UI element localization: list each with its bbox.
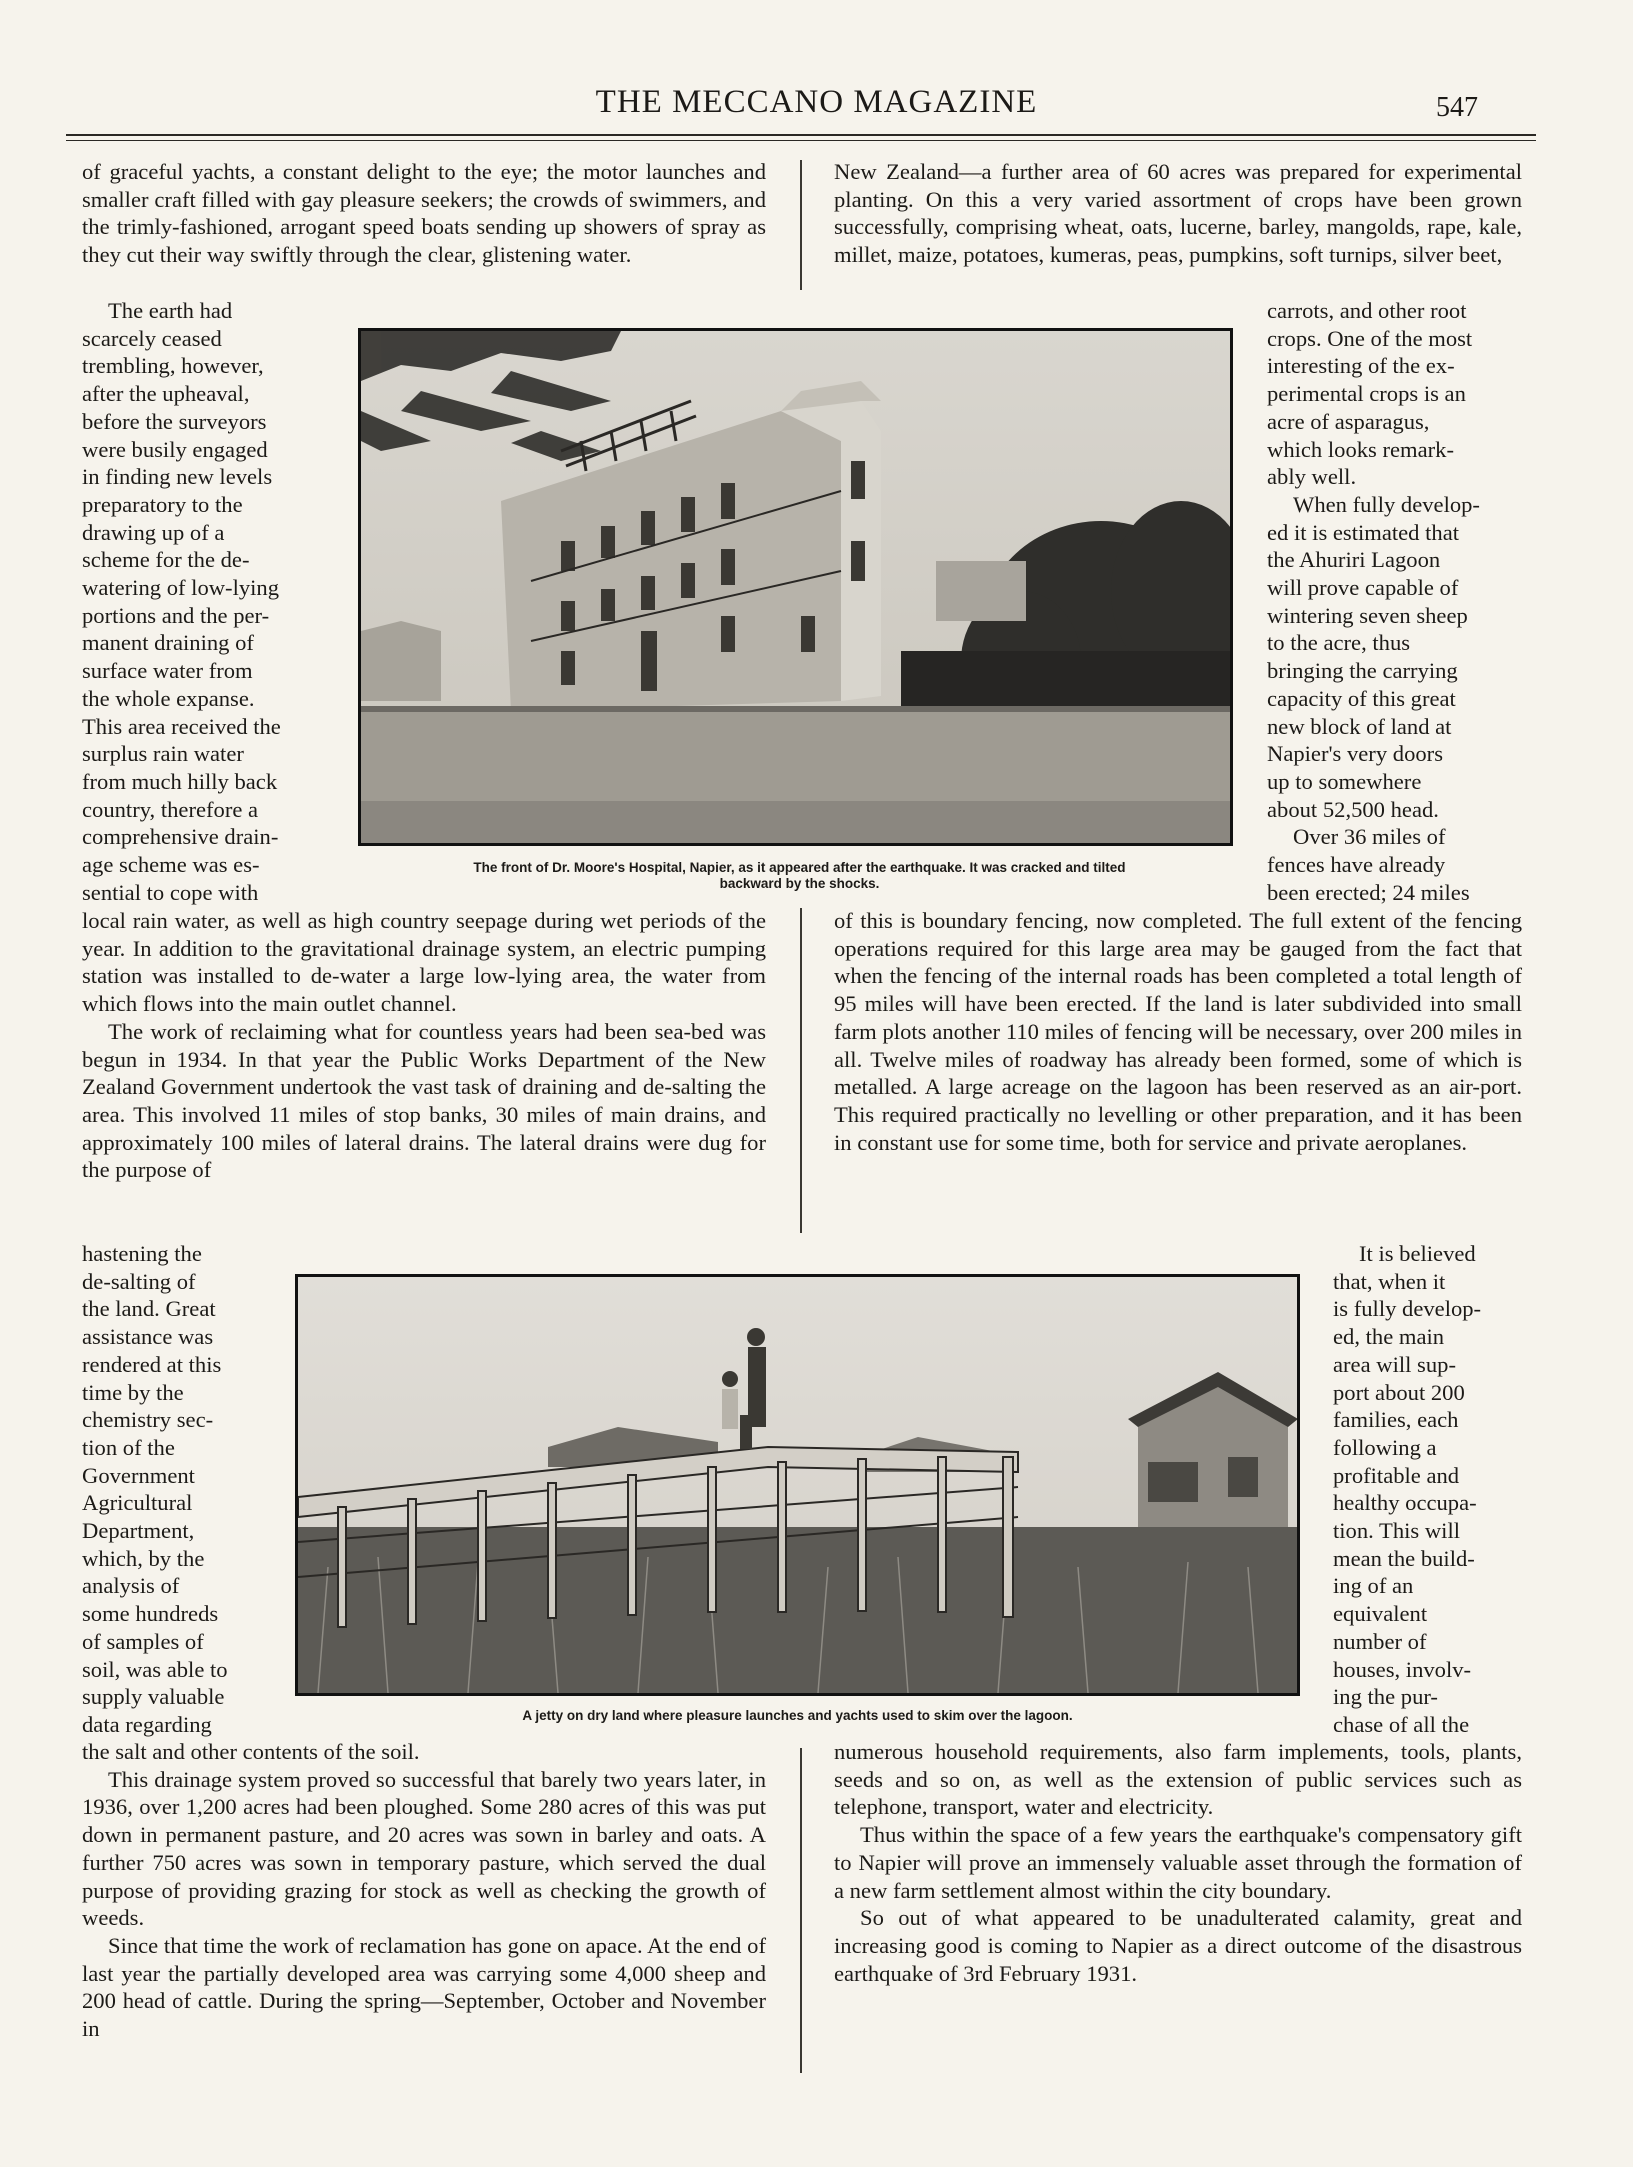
text-line: manent draining of (82, 630, 254, 656)
text-line: tion of the (82, 1434, 175, 1460)
text-line: Napier's very doors (1267, 741, 1443, 767)
text-line: acre of asparagus, (1267, 408, 1430, 434)
paragraph: Since that time the work of reclamation has gone on apace. At the end of last year the partially developed area was carrying some 4,000 sheep and 200 head of cattle. During the spring—September, October and November in (82, 1932, 766, 2042)
paragraph: Thus within the space of a few years the earthquake's compensatory gift to Napier will prove an immensely valuable asset through the formation of a new farm settlement almost within the city boundary. (834, 1822, 1522, 1903)
text-line: about 52,500 head. (1267, 796, 1439, 822)
text-line: Government (82, 1462, 195, 1488)
text-line: ing of an (1333, 1573, 1414, 1599)
text-line: comprehensive drain- (82, 824, 279, 850)
paragraph: So out of what appeared to be unadulterated calamity, great and increasing good is coming to Napier as a direct outcome of the disastrous earthquake of 3rd February 1931. (834, 1905, 1522, 1986)
text-line: data regarding (82, 1711, 212, 1737)
text-line: perimental crops is an (1267, 381, 1466, 407)
text-line: trembling, however, (82, 353, 264, 379)
left-column-narrow-text-2 (82, 1240, 266, 1739)
right-column-top-text (834, 158, 1522, 269)
text-line: following a (1333, 1434, 1437, 1460)
text-line: rendered at this (82, 1351, 222, 1377)
text-line: The earth had (108, 298, 233, 323)
hospital-photo (358, 328, 1233, 846)
text-line: from much hilly back (82, 768, 278, 794)
paragraph: This drainage system proved so successful that barely two years later, in 1936, over 1,200 acres had been ploughed. Some 280 acres of this was put down in permanent pasture, and 20 acres was sown in barley and oats. A further 750 acres was sown in temporary pasture, which served the dual purpose of providing grazing for stock as well as checking the growth of weeds. (82, 1766, 766, 1931)
text-line: which looks remark- (1267, 436, 1454, 462)
caption-line: The front of Dr. Moore's Hospital, Napier, as it appeared after the earthquake. It was cracked and tilted (473, 860, 1126, 875)
text-line: profitable and (1333, 1462, 1460, 1488)
text-line: portions and the per- (82, 602, 270, 628)
text-line: chemistry sec- (82, 1407, 214, 1433)
paragraph: the salt and other contents of the soil. (82, 1739, 420, 1764)
column-divider-middle (800, 908, 802, 1233)
text-line: that, when it (1333, 1268, 1446, 1294)
text-line: drawing up of a (82, 519, 225, 545)
page-number: 547 (1436, 92, 1478, 123)
hospital-caption (352, 860, 1247, 892)
text-line: preparatory to the (82, 491, 243, 517)
header-rule-thin (66, 140, 1536, 141)
header-rule (66, 134, 1536, 136)
text-line: analysis of (82, 1573, 180, 1599)
paragraph: New Zealand—a further area of 60 acres was prepared for experimental planting. On this a very varied assortment of crops have been grown successfully, comprising wheat, oats, lucerne, barley, mangolds, rape, kale, millet, maize, potatoes, kumeras, peas, pumpkins, soft turnips, silver beet, (834, 159, 1522, 268)
jetty-illustration (298, 1277, 1297, 1693)
text-line: the land. Great (82, 1296, 216, 1322)
text-line: This area received the (82, 713, 281, 739)
text-line: It is believed (1359, 1241, 1476, 1266)
text-line: Agricultural (82, 1490, 193, 1516)
left-column-bottom-text (82, 1738, 766, 2043)
text-line: the whole expanse. (82, 685, 255, 711)
text-line: crops. One of the most (1267, 325, 1473, 351)
text-line: supply valuable (82, 1684, 225, 1710)
text-line: were busily engaged (82, 436, 268, 462)
text-line: When fully develop- (1293, 491, 1480, 517)
right-column-narrow-text-1 (1267, 297, 1522, 906)
right-column-narrow-text-2 (1333, 1240, 1522, 1739)
paragraph: local rain water, as well as high country seepage during wet periods of the year. In addition to the gravitational drainage system, an electric pumping station was installed to de-water a large low-lying area, the water from which flows into the main outlet channel. (82, 908, 766, 1017)
text-line: will prove capable of (1267, 575, 1459, 601)
text-line: bringing the carrying (1267, 658, 1458, 684)
column-divider-bottom (800, 1748, 802, 2073)
text-line: surface water from (82, 658, 253, 684)
text-line: area will sup- (1333, 1351, 1456, 1377)
text-line: the Ahuriri Lagoon (1267, 547, 1441, 573)
text-line: some hundreds (82, 1601, 219, 1627)
text-line: families, each (1333, 1407, 1459, 1433)
left-column-middle-text (82, 907, 766, 1184)
text-line: time by the (82, 1379, 184, 1405)
text-line: which, by the (82, 1545, 205, 1571)
paragraph: The work of reclaiming what for countless years had been sea-bed was begun in 1934. In that year the Public Works Department of the New Zealand Government undertook the vast task of draining and de-salting the area. This involved 11 miles of stop banks, 30 miles of main drains, and approximately 100 miles of lateral drains. The lateral drains were dug for the purpose of (82, 1018, 766, 1183)
text-line: chase of all the (1333, 1711, 1470, 1737)
text-line: capacity of this great (1267, 685, 1456, 711)
magazine-title: THE MECCANO MAGAZINE (595, 84, 1038, 120)
text-line: tion. This will (1333, 1518, 1461, 1544)
text-line: Department, (82, 1518, 195, 1544)
text-line: is fully develop- (1333, 1296, 1482, 1322)
jetty-photo (295, 1274, 1300, 1696)
hospital-illustration (361, 331, 1230, 843)
text-line: hastening the (82, 1241, 202, 1266)
paragraph: of graceful yachts, a constant delight to the eye; the motor launches and smaller craft filled with gay pleasure seekers; the crowds of swimmers, and the trimly-fashioned, arrogant speed boats sending up showers of spray as they cut their way swiftly through the clear, glistening water. (82, 159, 766, 268)
text-line: number of (1333, 1628, 1427, 1654)
left-column-top-text (82, 158, 766, 269)
right-column-bottom-text (834, 1738, 1522, 1987)
text-line: sential to cope with (82, 879, 259, 905)
text-line: ed, the main (1333, 1324, 1445, 1350)
text-line: before the surveyors (82, 408, 267, 434)
text-line: after the upheaval, (82, 381, 250, 407)
text-line: soil, was able to (82, 1656, 228, 1682)
column-divider-top (800, 160, 802, 290)
text-line: wintering seven sheep (1267, 602, 1468, 628)
text-line: interesting of the ex- (1267, 353, 1455, 379)
text-line: equivalent (1333, 1601, 1428, 1627)
text-line: mean the build- (1333, 1545, 1475, 1571)
text-line: ing the pur- (1333, 1684, 1438, 1710)
text-line: carrots, and other root (1267, 298, 1467, 323)
text-line: ed it is estimated that (1267, 519, 1460, 545)
text-line: new block of land at (1267, 713, 1452, 739)
text-line: surplus rain water (82, 741, 244, 767)
text-line: port about 200 (1333, 1379, 1465, 1405)
text-line: healthy occupa- (1333, 1490, 1477, 1516)
text-line: to the acre, thus (1267, 630, 1411, 656)
text-line: ably well. (1267, 464, 1357, 490)
caption-line: backward by the shocks. (719, 876, 880, 891)
paragraph: numerous household requirements, also farm implements, tools, plants, seeds and so on, as well as the extension of public services such as telephone, transport, water and electricity. (834, 1739, 1522, 1820)
right-column-middle-text (834, 907, 1522, 1156)
text-line: scarcely ceased (82, 325, 222, 351)
text-line: of samples of (82, 1628, 204, 1654)
text-line: in finding new levels (82, 464, 273, 490)
text-line: Over 36 miles of (1293, 824, 1446, 850)
text-line: country, therefore a (82, 796, 259, 822)
text-line: age scheme was es- (82, 852, 260, 878)
text-line: de-salting of (82, 1268, 196, 1294)
text-line: up to somewhere (1267, 768, 1422, 794)
text-line: watering of low-lying (82, 575, 280, 601)
text-line: houses, involv- (1333, 1656, 1472, 1682)
text-line: been erected; 24 miles (1267, 879, 1470, 905)
jetty-caption: A jetty on dry land where pleasure launches and yachts used to skim over the lagoon. (522, 1708, 1073, 1723)
text-line: assistance was (82, 1324, 214, 1350)
text-line: scheme for the de- (82, 547, 250, 573)
paragraph: of this is boundary fencing, now completed. The full extent of the fencing operations required for this large area may be gauged from the fact that when the fencing of the internal roads has been completed a total length of 95 miles will have been erected. If the land is later subdivided into small farm plots another 110 miles of fencing will be necessary, over 200 miles in all. Twelve miles of roadway has already been formed, some of which is metalled. A large acreage on the lagoon has been reserved as an air-port. This required practically no levelling or other preparation, and it has been in constant use for some time, both for service and private aeroplanes. (834, 908, 1522, 1155)
left-column-narrow-text-1 (82, 297, 334, 906)
text-line: fences have already (1267, 852, 1446, 878)
